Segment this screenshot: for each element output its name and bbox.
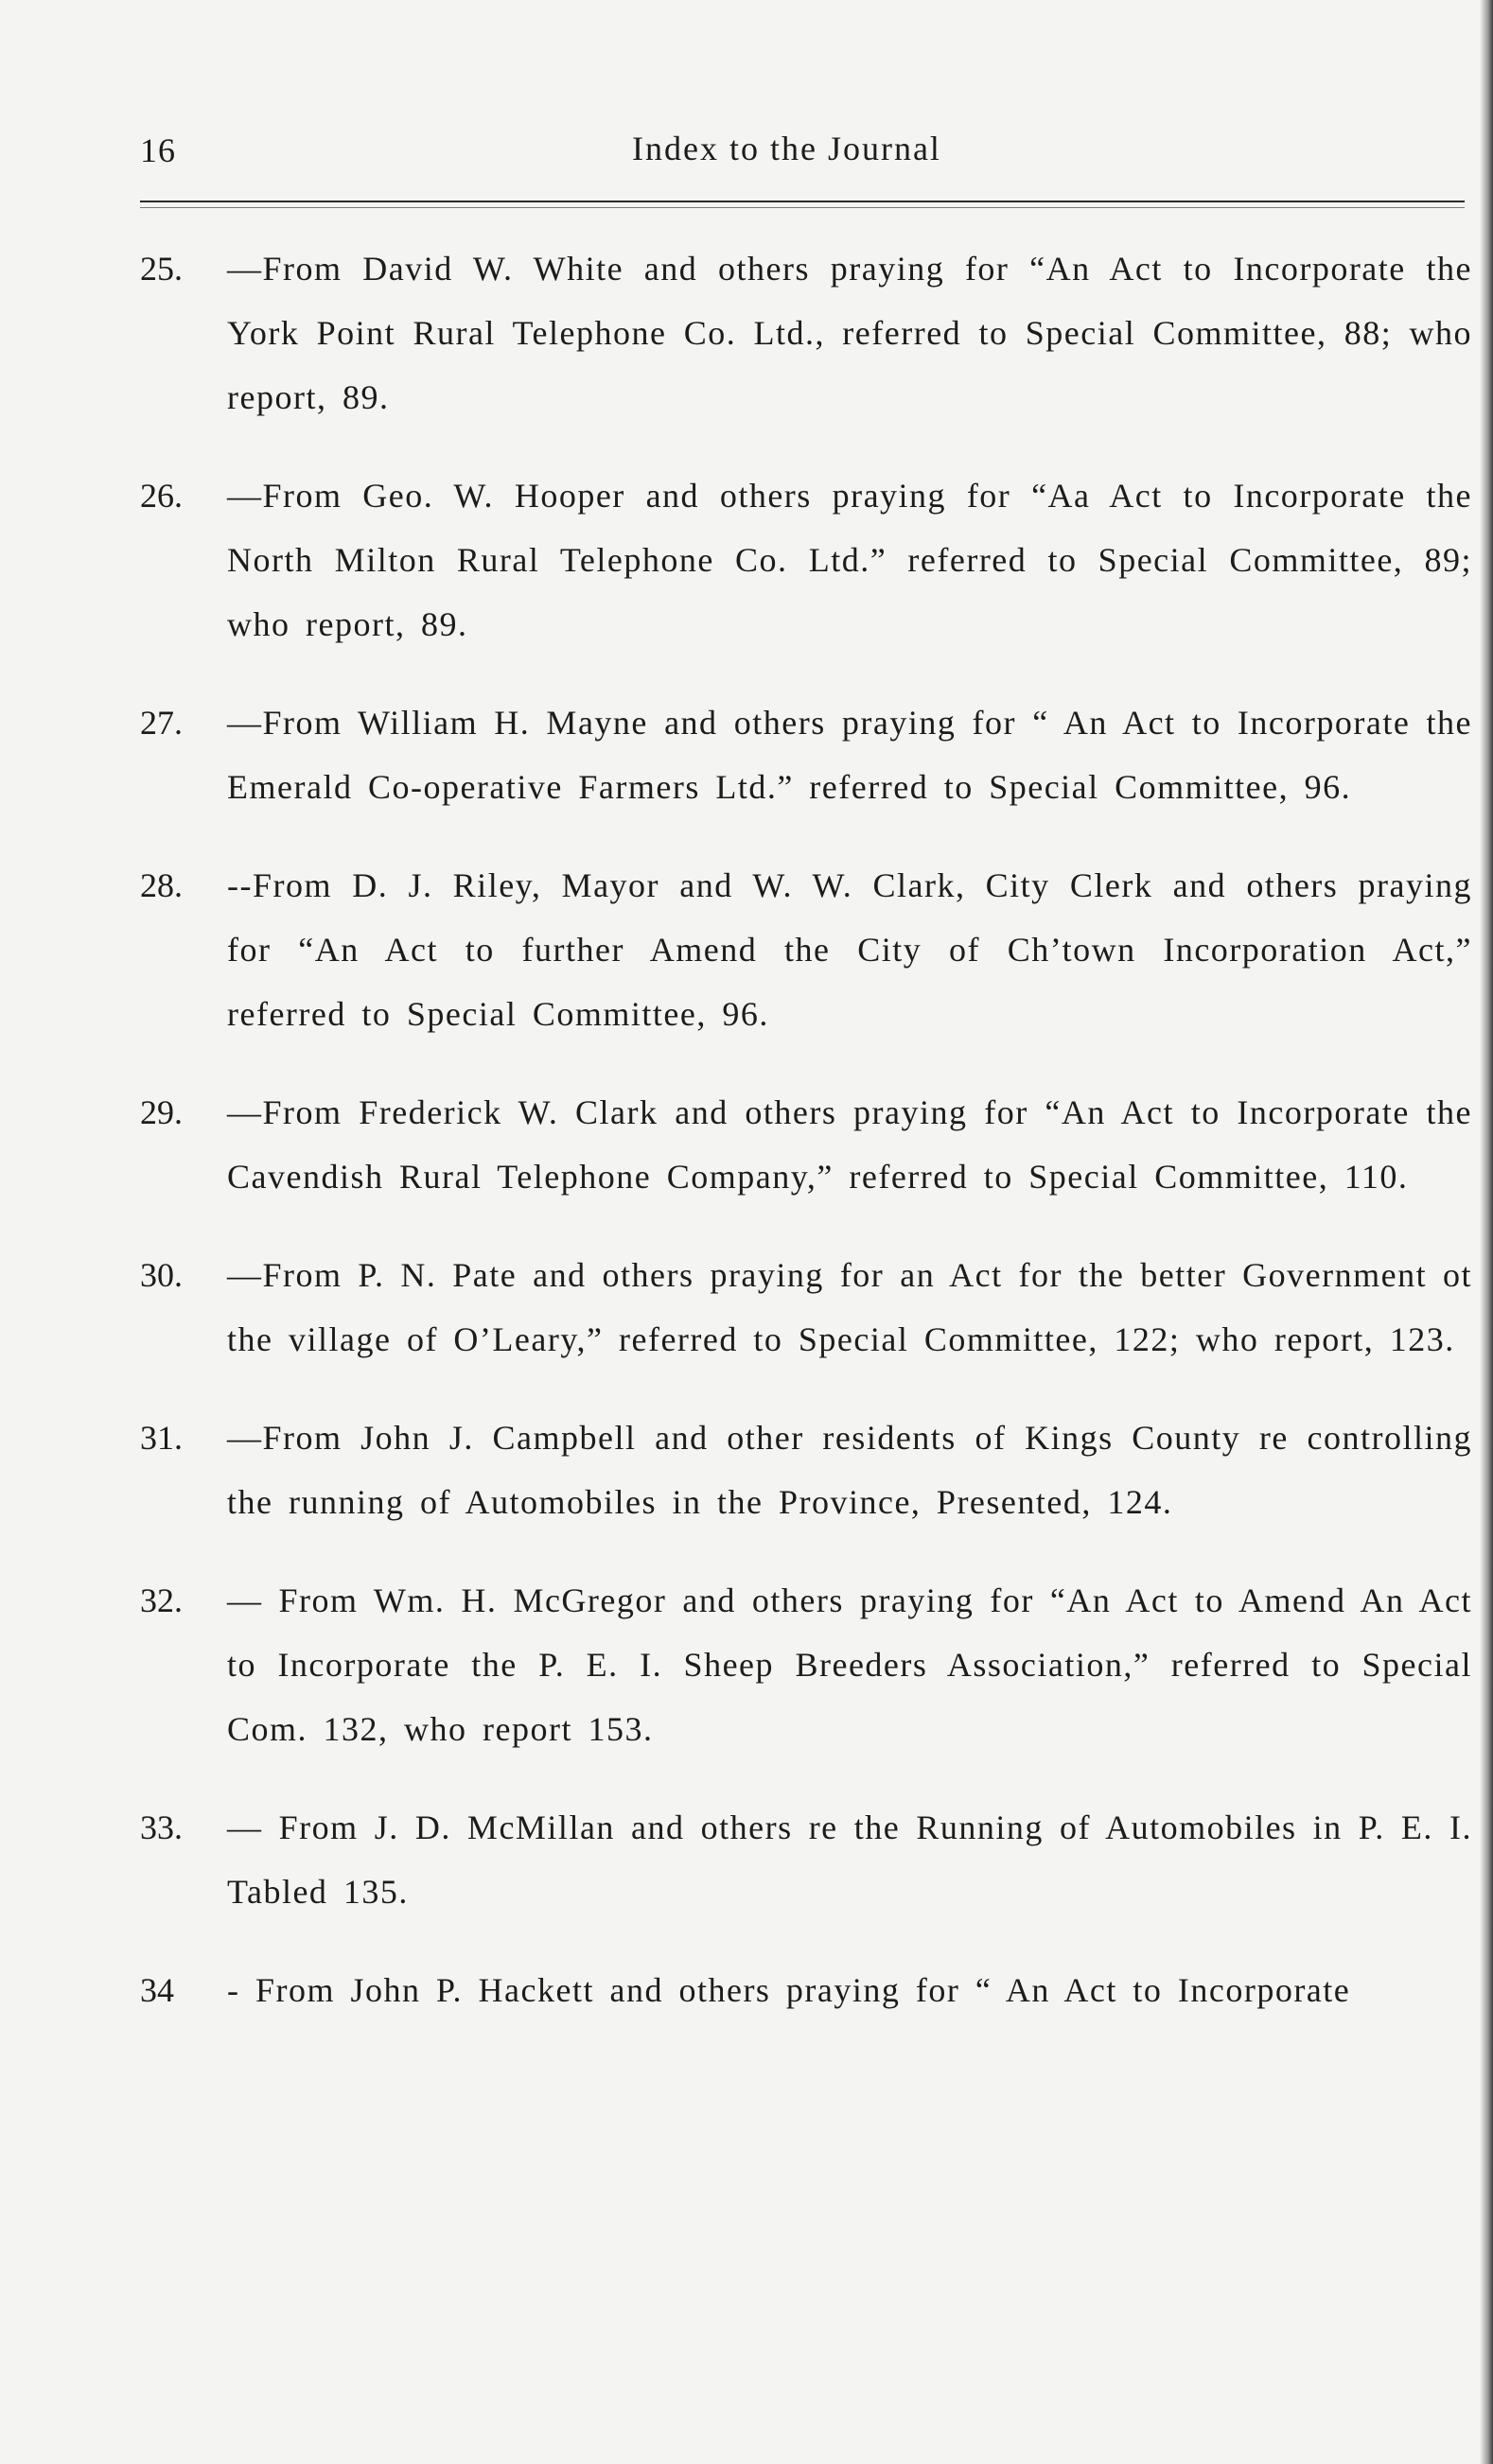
index-entry	[140, 1243, 1472, 1372]
entry-number: 25.	[140, 250, 183, 288]
page-number: 16	[140, 131, 176, 169]
entry-text: —From William H. Mayne and others praying for “ An Act to Incorporate the Emerald Co-operative Farmers Ltd.” referred to Special Committee, 96.	[227, 704, 1472, 806]
page-edge-shadow	[1480, 0, 1493, 2464]
entry-number: 28.	[140, 866, 183, 904]
entry-text: --From D. J. Riley, Mayor and W. W. Clark, City Clerk and others praying for “An Act to further Amend the City of Ch’town Incorporation Act,” referred to Special Committee, 96.	[227, 866, 1472, 1033]
entry-number: 26.	[140, 477, 183, 515]
index-entry	[140, 1568, 1472, 1761]
entry-number: 31.	[140, 1419, 183, 1457]
entry-text: —From P. N. Pate and others praying for an Act for the better Government ot the village of O’Leary,” referred to Special Committee, 122; who report, 123.	[227, 1256, 1472, 1358]
entry-number: 29.	[140, 1093, 183, 1131]
entry-text: —From David W. White and others praying for “An Act to Incorporate the York Point Rural Telephone Co. Ltd., referred to Special Committee, 88; who report, 89.	[227, 250, 1472, 416]
entry-number: 32.	[140, 1582, 183, 1619]
entry-text: —From John J. Campbell and other residents of Kings County re controlling the running of Automobiles in the Province, Presented, 124.	[227, 1419, 1472, 1521]
entry-number: 30.	[140, 1256, 183, 1294]
index-entries	[140, 236, 1472, 2056]
index-entry	[140, 690, 1472, 819]
entry-number: 27.	[140, 704, 183, 742]
entry-text: - From John P. Hackett and others praying for “ An Act to Incorporate	[227, 1971, 1351, 2009]
header-rule-secondary	[140, 207, 1465, 208]
entry-number: 33.	[140, 1809, 183, 1846]
index-entry	[140, 1080, 1472, 1209]
entry-text: — From J. D. McMillan and others re the Running of Automobiles in P. E. I. Tabled 135.	[227, 1809, 1472, 1911]
entry-text: —From Geo. W. Hooper and others praying for “Aa Act to Incorporate the North Milton Rural Telephone Co. Ltd.” referred to Special Committee, 89; who report, 89.	[227, 477, 1472, 643]
index-entry	[140, 1795, 1472, 1924]
index-entry	[140, 463, 1472, 656]
header-rule	[140, 201, 1465, 202]
entry-text: —From Frederick W. Clark and others praying for “An Act to Incorporate the Cavendish Rural Telephone Company,” referred to Special Committee, 110.	[227, 1093, 1472, 1196]
index-entry	[140, 1406, 1472, 1534]
entry-text: — From Wm. H. McGregor and others praying for “An Act to Amend An Act to Incorporate the P. E. I. Sheep Breeders Association,” referred to Special Com. 132, who report 153.	[227, 1582, 1472, 1748]
running-head: Index to the Journal	[632, 130, 941, 167]
index-entry	[140, 853, 1472, 1046]
index-entry	[140, 236, 1472, 429]
index-entry	[140, 1958, 1472, 2022]
entry-number: 34	[140, 1971, 174, 2009]
